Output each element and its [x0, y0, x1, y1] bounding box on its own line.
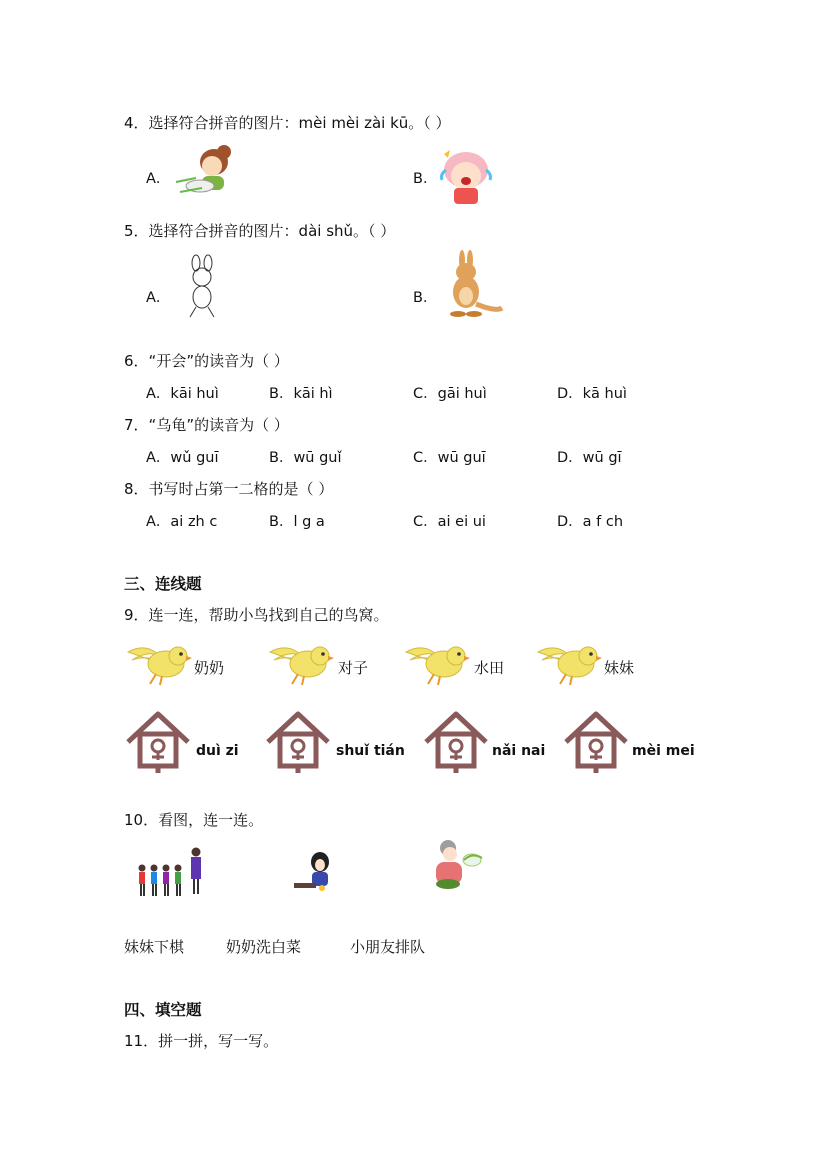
bird-icon — [126, 638, 192, 686]
q11-stem: 11．拼一拼，写一写。 — [124, 1032, 279, 1050]
q8-option-b[interactable]: B．l g a — [269, 514, 325, 530]
q10-stem: 10．看图，连一连。 — [124, 811, 264, 829]
bird-label-2[interactable]: 对子 — [338, 659, 369, 677]
q8-stem: 8．书写时占第一二格的是（ ） — [124, 480, 334, 498]
q5-stem: 5．选择符合拼音的图片：dài shǔ。（ ） — [124, 222, 396, 240]
phrase-1[interactable]: 妹妹下棋 — [124, 938, 185, 956]
house-label-2[interactable]: shuǐ tián — [336, 743, 405, 759]
mouse-sketch-icon — [180, 255, 224, 319]
q8-option-a[interactable]: A．ai zh c — [146, 514, 218, 530]
q7-option-a[interactable]: A．wǔ guī — [146, 450, 219, 466]
bird-label-1[interactable]: 奶奶 — [194, 659, 225, 677]
q8-option-d[interactable]: D．a f ch — [557, 514, 624, 530]
birdhouse-icon — [424, 710, 488, 774]
q9-stem: 9．连一连，帮助小鸟找到自己的鸟窝。 — [124, 606, 389, 624]
birdhouse-icon — [126, 710, 190, 774]
house-label-3[interactable]: nǎi nai — [492, 743, 546, 759]
q6-option-b[interactable]: B．kāi hì — [269, 386, 333, 402]
q7-option-c[interactable]: C．wū guī — [413, 450, 486, 466]
q4-stem: 4．选择符合拼音的图片：mèi mèi zài kū。（ ） — [124, 114, 451, 132]
phrase-3[interactable]: 小朋友排队 — [350, 938, 426, 956]
q6-stem: 6．“开会”的读音为（ ） — [124, 352, 289, 370]
q6-option-d[interactable]: D．kā huì — [557, 386, 627, 402]
q7-option-b[interactable]: B．wū guǐ — [269, 450, 342, 466]
house-label-4[interactable]: mèi mei — [632, 743, 695, 759]
q7-option-d[interactable]: D．wū gī — [557, 450, 622, 466]
crying-girl-icon — [436, 148, 498, 206]
section-3-title: 三、连线题 — [124, 575, 202, 593]
birdhouse-icon — [564, 710, 628, 774]
birdhouse-icon — [266, 710, 330, 774]
q6-option-c[interactable]: C．gāi huì — [413, 386, 487, 402]
grandma-washing-cabbage-icon — [428, 838, 486, 894]
girl-eating-icon — [172, 142, 242, 202]
bird-icon — [536, 638, 602, 686]
bird-label-3[interactable]: 水田 — [474, 659, 505, 677]
house-label-1[interactable]: duì zi — [196, 743, 239, 759]
q4-option-a-label[interactable]: A． — [146, 171, 171, 187]
q8-option-c[interactable]: C．ai ei ui — [413, 514, 486, 530]
q5-option-a-label[interactable]: A． — [146, 290, 171, 306]
kangaroo-icon — [438, 248, 504, 320]
children-lineup-icon — [134, 846, 206, 898]
q5-option-b-label[interactable]: B． — [413, 290, 438, 306]
bird-label-4[interactable]: 妹妹 — [604, 659, 635, 677]
section-4-title: 四、填空题 — [124, 1001, 202, 1019]
bird-icon — [268, 638, 334, 686]
q6-option-a[interactable]: A．kāi huì — [146, 386, 219, 402]
girl-playing-chess-icon — [292, 850, 340, 892]
bird-icon — [404, 638, 470, 686]
q4-option-b-label[interactable]: B． — [413, 171, 438, 187]
phrase-2[interactable]: 奶奶洗白菜 — [226, 938, 302, 956]
q7-stem: 7．“乌龟”的读音为（ ） — [124, 416, 289, 434]
